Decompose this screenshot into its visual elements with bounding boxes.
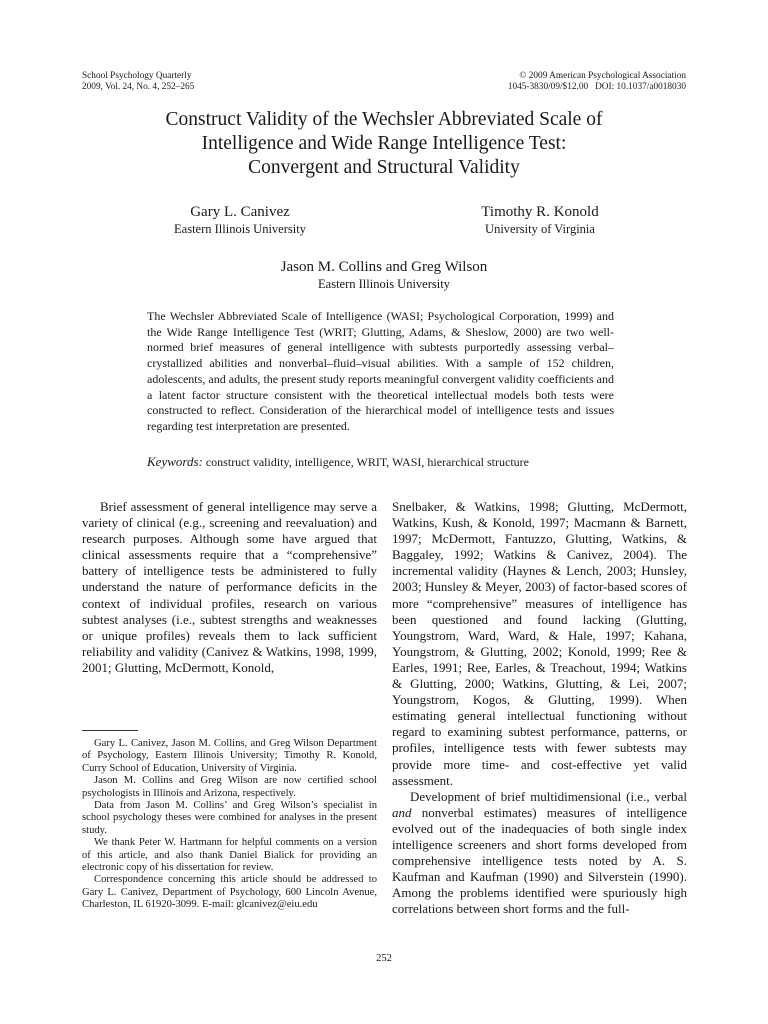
body-paragraph: Snelbaker, & Watkins, 1998; Glutting, McDermott, Watkins, Kush, & Konold, 1997; Macmann & Barnett, 1997; McDermott, Fantuzzo, Glutting, Watkins, & Baggaley, 1992; Watkins & Canivez, 2004). The incremental validity (Haynes & Lench, 2003; Hunsley, 2003; Hunsley & Meyer, 2003) of factor-based scores of more “comprehensive” measures of intelligence has been questioned and found lacking (Glutting, Youngstrom, Ward, Ward, & Hale, 1997; Kahana, Youngstrom, & Glutting, 2002; Konold, 1999; Ree & Earles, 1991; Ree, Earles, & Treachout, 1994; Watkins & Glutting, 2000; Watkins, Glutting, & Lei, 2007; Youngstrom, Kogos, & Glutting, 1999). When estimating general intellectual functioning without regard to examining subtest performance, patterns, or profiles, intelligence tests with fewer subtests may provide more time- and cost-effective yet valid assessment. (392, 499, 687, 788)
author-name: Gary L. Canivez (190, 204, 290, 220)
keywords-text: construct validity, intelligence, WRIT, WASI, hierarchical structure (205, 455, 529, 469)
author-block-konold (440, 203, 640, 237)
title-line: Intelligence and Wide Range Intelligence Test: (201, 133, 567, 154)
author-name: Jason M. Collins and Greg Wilson (280, 259, 488, 275)
journal-name: School Psychology Quarterly (82, 71, 192, 81)
body-column-left (82, 499, 377, 676)
footnote: Data from Jason M. Collins’ and Greg Wilson’s specialist in school psychology theses were combined for analyses in the present study. (82, 800, 377, 836)
title-line: Construct Validity of the Wechsler Abbreviated Scale of (165, 109, 603, 130)
copyright-line: © 2009 American Psychological Association (519, 71, 686, 81)
abstract: The Wechsler Abbreviated Scale of Intelligence (WASI; Psychological Corporation, 1999) and the Wide Range Intelligence Test (WRIT; Glutting, Adams, & Sheslow, 2000) are two well-normed brief measures of general intelligence with subtests purportedly assessing verbal–crystallized abilities and nonverbal–fluid–visual abilities. With a sample of 152 children, adolescents, and adults, the present study reports meaningful convergent validity coefficients and a latent factor structure consistent with the theoretical intellectual models both tests were constructed to reflect. Consideration of the hierarchical model of intelligence tests and issues regarding test interpretation are presented. (147, 309, 614, 433)
keywords (147, 454, 627, 470)
page-number: 252 (376, 953, 392, 964)
article-title (100, 108, 668, 180)
emphasized-word: and (392, 804, 412, 820)
keywords-label: Keywords: (147, 454, 203, 469)
issn-doi-line: 1045-3830/09/$12.00 DOI: 10.1037/a0018030 (507, 81, 686, 92)
paragraph-text: Development of brief multidimensional (i.e., verbal (410, 788, 687, 804)
body-paragraph (392, 789, 687, 918)
author-affiliation: University of Virginia (485, 222, 595, 236)
author-name: Timothy R. Konold (481, 204, 599, 220)
footnote: We thank Peter W. Hartmann for helpful comments on a version of this article, and also thank Daniel Bialick for providing an electronic copy of his dissertation for review. (82, 837, 377, 874)
paragraph-text: nonverbal estimates) measures of intelligence evolved out of the inadequacies of both single index intelligence screeners and short forms developed from comprehensive intelligence tests noted by A. S. Kaufman and Kaufman (1990) and Silverstein (1990). Among the problems identified were spuriously high correlations between short forms and the full- (392, 804, 687, 917)
body-paragraph: Brief assessment of general intelligence may serve a variety of clinical (e.g., screening and reevaluation) and research purposes. Although some have argued that clinical assessments require that a “comprehensive” battery of intelligence tests be administered to fully understand the nature of performance deficits in the context of individual profiles, research on various subtest analyses (i.e., subtest strengths and weaknesses or unique profiles) reveals them to lack sufficient reliability and validity (Canivez & Watkins, 1998, 1999, 2001; Glutting, McDermott, Konold, (82, 499, 377, 675)
body-column-right (392, 499, 687, 917)
journal-header-left (82, 71, 194, 92)
footnotes (82, 738, 377, 912)
footnote-divider (82, 730, 138, 731)
footnote: Gary L. Canivez, Jason M. Collins, and Greg Wilson Department of Psychology, Eastern Illinois University; Timothy R. Konold, Curry School of Education, University of Virginia. (82, 738, 377, 774)
author-affiliation: Eastern Illinois University (174, 222, 306, 236)
author-block-collins-wilson (234, 258, 534, 292)
journal-header-right (508, 71, 686, 92)
footnote: Correspondence concerning this article should be addressed to Gary L. Canivez, Department of Psychology, 600 Lincoln Avenue, Charleston, IL 61920-3099. E-mail: glcanivez@eiu.edu (82, 874, 377, 911)
volume-info: 2009, Vol. 24, No. 4, 252–265 (82, 81, 195, 92)
author-block-canivez (140, 203, 340, 237)
author-affiliation: Eastern Illinois University (318, 277, 450, 291)
footnote: Jason M. Collins and Greg Wilson are now certified school psychologists in Illinois and Arizona, respectively. (82, 775, 377, 799)
title-line: Convergent and Structural Validity (248, 157, 520, 178)
